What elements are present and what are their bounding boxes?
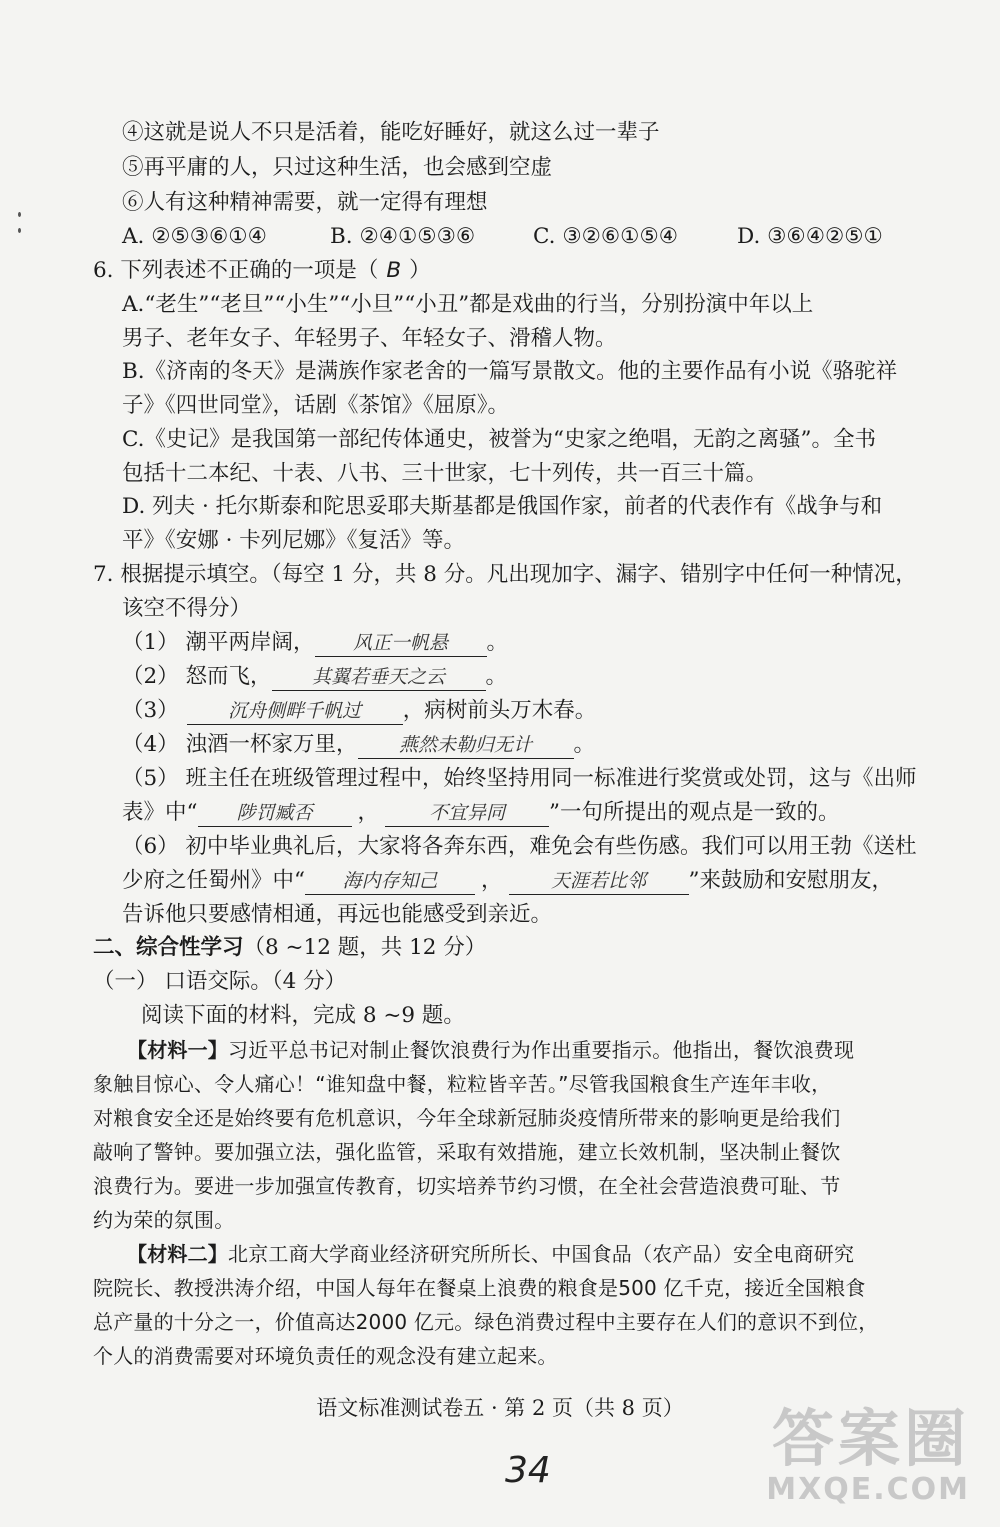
q7-item-6-comma: ， bbox=[481, 868, 503, 893]
material-2-line2: 院院长、教授洪涛介绍，中国人每年在餐桌上浪费的粮食是500 亿千克，接近全国粮食 bbox=[93, 1276, 866, 1300]
q7-answer-6a: 海内存知己 bbox=[305, 868, 475, 895]
q7-item-5-text: 表》中“ bbox=[122, 800, 198, 825]
material-1-line6: 约为荣的氛围。 bbox=[93, 1208, 235, 1232]
q7-item-1-text: （1） 潮平两岸阔， bbox=[122, 630, 315, 655]
material-1-text: 习近平总书记对制止餐饮浪费行为作出重要指示。他指出，餐饮浪费现 bbox=[228, 1038, 855, 1062]
q7-item-6-text: 少府之任蜀州》中“ bbox=[122, 868, 305, 893]
q7-answer-5a: 陟罚臧否 bbox=[198, 800, 352, 827]
material-1-line2: 象触目惊心、令人痛心！“谁知盘中餐，粒粒皆辛苦。”尽管我国粮食生产连年丰收， bbox=[93, 1072, 832, 1096]
material-2-text: 北京工商大学商业经济研究所所长、中国食品（农产品）安全电商研究 bbox=[228, 1242, 855, 1266]
q6-option-a-line2: 男子、老年女子、年轻男子、年轻女子、滑稽人物。 bbox=[122, 326, 617, 351]
watermark-logo: 答案圈 bbox=[771, 1402, 970, 1475]
q6-option-b-line1: B.《济南的冬天》是满族作家老舍的一篇写景散文。他的主要作品有小说《骆驼祥 bbox=[122, 359, 898, 384]
material-1-label: 【材料一】 bbox=[127, 1038, 228, 1062]
page-footer: 语文标准测试卷五 · 第 2 页（共 8 页） bbox=[316, 1396, 684, 1420]
material-1-line3: 对粮食安全还是始终要有危机意识，今年全球新冠肺炎疫情所带来的影响更是给我们 bbox=[93, 1106, 841, 1130]
section-title: 二、综合性学习 bbox=[93, 935, 244, 960]
q7-item-6-line1: （6） 初中毕业典礼后，大家将各奔东西，难免会有些伤感。我们可以用王勃《送杜 bbox=[122, 834, 917, 859]
material-2-line3: 总产量的十分之一，价值高达2000 亿元。绿色消费过程中主要存在人们的意识不到位， bbox=[93, 1310, 879, 1334]
subsection-title: （一） 口语交际。（4 分） bbox=[93, 969, 347, 994]
q7-item-1 bbox=[122, 628, 508, 658]
q6-stem-end: ） bbox=[409, 258, 431, 283]
binding-mark bbox=[18, 228, 21, 233]
material-2-line1 bbox=[127, 1239, 854, 1269]
q6-stem-text: 6. 下列表述不正确的一项是（ bbox=[93, 258, 379, 283]
handwritten-page-number: 34 bbox=[505, 1450, 551, 1491]
q7-item-4 bbox=[122, 730, 595, 760]
q7-answer-3: 沉舟侧畔千帆过 bbox=[187, 698, 403, 725]
q6-option-a-line1: A.“老生”“老旦”“小生”“小旦”“小丑”都是戏曲的行当，分别扮演中年以上 bbox=[122, 292, 814, 317]
q7-item-2-end: 。 bbox=[485, 664, 508, 689]
watermark bbox=[766, 1402, 970, 1507]
q7-answer-5b: 不宜异同 bbox=[385, 800, 549, 827]
q7-answer-6b: 天涯若比邻 bbox=[509, 868, 689, 895]
q7-item-5-line2 bbox=[122, 798, 840, 828]
q6-option-d-line1: D. 列夫 · 托尔斯泰和陀思妥耶夫斯基都是俄国作家，前者的代表作有《战争与和 bbox=[122, 494, 883, 519]
q7-item-5-end: ”一句所提出的观点是一致的。 bbox=[549, 800, 840, 825]
q5-choice-b: B. ②④①⑤③⑥ bbox=[330, 224, 476, 249]
q7-item-5-line1: （5） 班主任在班级管理过程中，始终坚持用同一标准进行奖赏或处罚，这与《出师 bbox=[122, 766, 917, 791]
q7-item-6-line3: 告诉他只要感情相通，再远也能感受到亲近。 bbox=[122, 902, 553, 927]
q5-choice-d: D. ③⑥④②⑤① bbox=[737, 224, 883, 249]
q7-item-1-end: 。 bbox=[486, 630, 509, 655]
material-2-line4: 个人的消费需要对环境负责任的观念没有建立起来。 bbox=[93, 1344, 558, 1368]
q6-option-c-line2: 包括十二本纪、十表、八书、三十世家，七十列传，共一百三十篇。 bbox=[122, 461, 768, 486]
q7-item-3-text: （3） bbox=[122, 698, 179, 723]
q6-option-b-line2: 子》《四世同堂》，话剧《茶馆》《屈原》。 bbox=[122, 393, 510, 418]
material-1-line1 bbox=[127, 1035, 854, 1065]
reading-instruction: 阅读下面的材料，完成 8 ~9 题。 bbox=[141, 1003, 465, 1028]
q7-item-2 bbox=[122, 662, 507, 692]
q6-stem bbox=[93, 256, 431, 286]
material-1-line5: 浪费行为。要进一步加强宣传教育，切实培养节约习惯，在全社会营造浪费可耻、节 bbox=[93, 1174, 841, 1198]
q7-item-4-end: 。 bbox=[573, 732, 596, 757]
q5-item-6: ⑥人有这种精神需要，就一定得有理想 bbox=[122, 190, 488, 215]
q7-stem-line1: 7. 根据提示填空。（每空 1 分，共 8 分。凡出现加字、漏字、错别字中任何一种情况， bbox=[93, 562, 917, 587]
q6-option-c-line1: C.《史记》是我国第一部纪传体通史，被誉为“史家之绝唱，无韵之离骚”。全书 bbox=[122, 427, 877, 452]
q7-answer-1: 风正一帆悬 bbox=[315, 630, 487, 657]
q5-choice-a: A. ②⑤③⑥①④ bbox=[122, 224, 267, 249]
q7-item-4-text: （4） 浊酒一杯家万里， bbox=[122, 732, 358, 757]
q6-option-d-line2: 平》《安娜 · 卡列尼娜》《复活》等。 bbox=[122, 528, 466, 553]
section-note: （8 ~12 题，共 12 分） bbox=[243, 935, 487, 960]
q7-item-2-text: （2） 怒而飞， bbox=[122, 664, 272, 689]
q7-item-6-end: ”来鼓励和安慰朋友， bbox=[688, 868, 894, 893]
q7-item-6-line2 bbox=[122, 866, 893, 896]
q6-answer: B bbox=[386, 258, 402, 283]
material-1-line4: 敲响了警钟。要加强立法，强化监管，采取有效措施，建立长效机制，坚决制止餐饮 bbox=[93, 1140, 841, 1164]
q5-choice-c: C. ③②⑥①⑤④ bbox=[533, 224, 678, 249]
q7-stem-line2: 该空不得分） bbox=[122, 596, 252, 621]
q7-item-5-comma: ， bbox=[357, 800, 380, 825]
q7-answer-2: 其翼若垂天之云 bbox=[272, 664, 486, 691]
q7-item-3 bbox=[122, 696, 596, 726]
watermark-url: MXQE.COM bbox=[766, 1472, 970, 1507]
section-heading bbox=[93, 933, 486, 963]
q7-answer-4: 燕然未勒归无计 bbox=[358, 732, 574, 759]
q5-item-5: ⑤再平庸的人，只过这种生活，也会感到空虚 bbox=[122, 155, 553, 180]
material-2-label: 【材料二】 bbox=[127, 1242, 228, 1266]
binding-mark bbox=[18, 212, 21, 217]
q7-item-3-end: ，病树前头万木春。 bbox=[402, 698, 597, 723]
q5-item-4: ④这就是说人不只是活着，能吃好睡好，就这么过一辈子 bbox=[122, 120, 660, 145]
